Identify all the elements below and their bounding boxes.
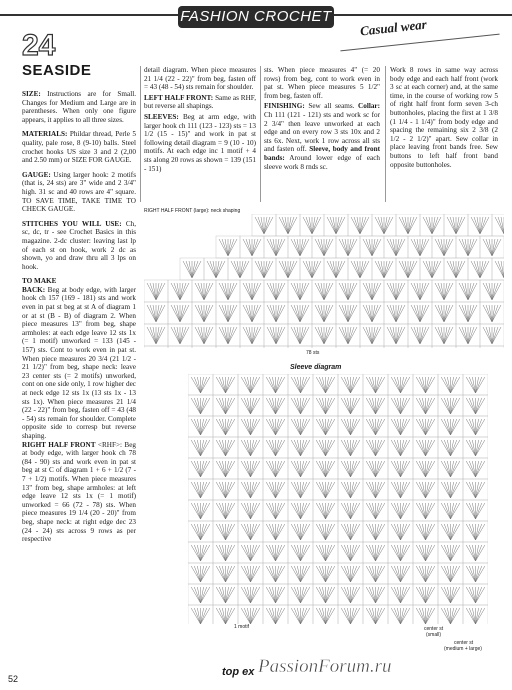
sleeve-bands-label: Sleeve, body and front bands: [264,145,381,162]
instructions-column-1 [22,30,136,550]
finishing-text: Sew all seams. [308,102,355,111]
gauge-text: Using larger hook: 2 motifs (that is, 24 sts) are 3" wide and 2 3/4" high. 31 sc and 40 rows are 4" square. TO SAVE TIME, TAKE TIME TO CHECK GAUGE. [22,170,136,214]
brand-mark: top ex [222,666,255,678]
gauge-paragraph [22,171,136,214]
rhf-text: <RHF>: Beg at body edge, with larger hook ch 78 (84 - 90) sts and work even in pat st beg at st C of diagram 1 + 6 + 1/2 (7 - 7 + 1/2) motifs. When piece measures 13" from beg, shape armholes: at left edge leave 12 sts 1x (= 1 motif) unworked = 66 (72 - 78) sts. When piece measures 19 1/4 (20 - 20)" from beg, shape neck: at right edge dec 23 (24 - 24) sts across 9 rows as per respective [22,440,136,544]
lhf-paragraph [144,94,256,111]
category-tag: Casual wear [359,16,428,39]
sleeve-grid [188,374,488,624]
collar-text: Ch 111 (121 - 121) sts and work sc for 2 3/4" then leave unworked at each edge and on every row 3 sts 10x and 2 sts 6x. Next, work 1 row across all sts and fasten off. [264,110,380,154]
back-text: Beg at body edge, with larger hook ch 157 (169 - 181) sts and work even in pat st beg at st A of diagram 1 or at st (B - B) of diagram 2. When piece measures 13" from beg, shape armholes: at each edge leave 12 sts 1x (= 1 motif) unworked = 133 (145 - 157) sts. Cont to work even in pat st. When piece measures 20 3/4 (21 1/2 - 21 1/2)" from beg, shape neck: leave 23 center sts (= 2 motifs) unworked, cont on one side only, 1 row higher dec at neck edge 12 sts 1x (13 sts 1x - 13 sts 1x). When piece measures 21 1/4 (22 - 22)" from beg, fasten off = 43 (48 - 54) sts remain for shoulder. Complete opposite side to corresp but reverse shaping. [22,285,136,440]
center-st-small-label: center st [424,626,444,632]
lhf-label: LEFT HALF FRONT: [144,93,214,102]
instructions-column-2 [144,66,256,179]
finishing-paragraph [264,102,380,171]
sleeve-diagram-title: Sleeve diagram [290,364,342,371]
rhf-paragraph [22,441,136,544]
to-make-heading: TO MAKE [22,277,57,286]
size-paragraph [22,90,136,124]
front-width-label: 78 sts [306,350,320,356]
motif-label: 1 motif [234,624,250,630]
size-text: Instructions are for Small. Changes for Medium and Large are in parentheses. When only one figure appears, it applies to all three sizes. [22,90,136,124]
back-paragraph [22,286,136,441]
pattern-number: 24 [22,29,56,62]
materials-label: MATERIALS: [22,130,68,139]
col3-continued: sts. When piece measures 4" (= 20 rows) from beg, cont to work even in pat st. When piece measures 5 1/2" from beg, fasten off. [264,66,380,100]
pattern-title: SEASIDE [22,62,92,79]
stitches-label: STITCHES YOU WILL USE: [22,219,122,228]
sleeves-text: Beg at arm edge, with larger hook ch 111 (123 - 123) sts = 13 1/2 (15 - 15)" and work in pat st following detail diagram = 9 (10 - 10) motifs. At each edge inc 1 motif + 4 sts along 20 rows as shown = 139 (151 - 151) [144,112,256,173]
page-number: 52 [8,674,19,684]
instructions-column-4 [390,66,498,175]
sleeve-diagram [188,374,488,624]
stitches-text: Ch, sc, dc, tr - see Crochet Basics in this magazine. 2-dc cluster: leaving last lp of each st on hook, work 2 dc as shown, yo and draw thru all 3 lps on hook. [22,219,136,271]
gauge-label: GAUGE: [22,170,51,179]
materials-text: Phildar thread, Perle 5 quality, pale rose, 8 (9-10) balls. Steel crochet hooks US size 3 and 2 (2,00 and 2.50 mm) or SIZE FOR GAUGE. [22,130,137,165]
watermark-text: PassionForum.ru [258,656,392,677]
center-st-medium-label: center st [454,640,474,646]
stitches-paragraph [22,220,136,272]
sleeves-paragraph [144,113,256,173]
front-diagram-label: RIGHT HALF FRONT (large): neck shaping [144,208,241,214]
front-grid [144,214,504,348]
collar-label: Collar: [358,102,381,111]
column-divider [260,66,261,202]
back-label: BACK: [22,285,46,294]
finishing-label: FINISHING: [264,102,305,111]
column-divider [140,66,141,202]
size-label: SIZE: [22,90,41,98]
lhf-text: Same as RHF, but reverse all shapings. [144,93,257,111]
instructions-column-3 [264,66,380,173]
section-banner: FASHION CROCHET [178,6,334,28]
center-st-small-sub: (small) [426,632,441,638]
col4-text: Work 8 rows in same way across body edge and each half front (work 3 sc at each corner) and, at the same time, in the course of working row 5 of right half front form seven 3-ch buttonholes, placing the first at 1 3/8 (1 1/4 - 1 1/4)" from body edge and spacing the remaining six 2 3/8 (2 1/2 - 2 1/2)" apart. Sew collar in place leaving front bands free. Sew buttons to left half front band opposite buttonholes. [390,66,498,169]
center-st-medium-sub: (medium + large) [444,646,482,652]
sleeve-bands-text: Around lower edge of each sleeve work 8 rnds sc. [264,153,380,171]
sleeves-label: SLEEVES: [144,112,179,121]
materials-paragraph [22,130,136,164]
rhf-label: RIGHT HALF FRONT [22,440,96,449]
col2-continued: detail diagram. When piece measures 21 1/4 (22 - 22)" from beg, fasten off = 43 (48 - 54) sts remain for shoulder. [144,66,256,92]
front-neck-diagram [144,214,504,348]
column-divider [385,66,386,202]
